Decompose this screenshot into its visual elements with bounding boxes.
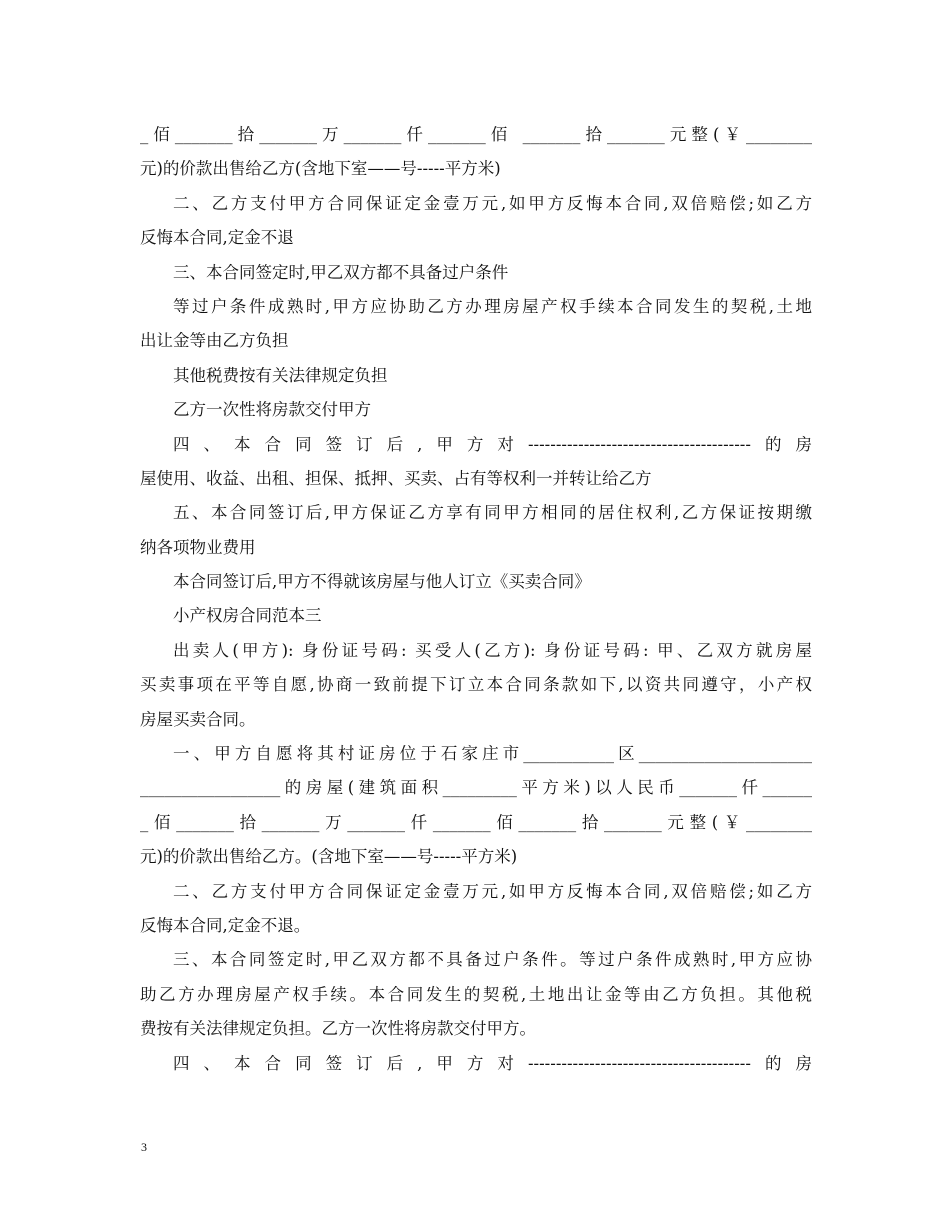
text-line: 元)的价款出售给乙方(含地下室——号-----平方米) [140,159,501,179]
page-number: 3 [141,1140,147,1154]
text-line: 二、乙方支付甲方合同保证定金壹万元,如甲方反悔本合同,双倍赔偿;如乙方 [173,193,812,213]
text-line: _________________的房屋(建筑面积_________平方米)以人民币_______仟______ [140,778,812,798]
text-line: 助乙方办理房屋产权手续。本合同发生的契税,土地出让金等由乙方负担。其他税 [140,984,812,1004]
text-line: 二、乙方支付甲方合同保证定金壹万元,如甲方反悔本合同,双倍赔偿;如乙方 [173,881,812,901]
text-line: 买卖事项在平等自愿,协商一致前提下订立本合同条款如下,以资共同遵守，小产权 [140,675,812,695]
text-line: 费按有关法律规定负担。乙方一次性将房款交付甲方。 [140,1019,536,1039]
text-line: 四、本合同签订后,甲方对----------------------------------------的房 [173,1053,812,1073]
text-line: 其他税费按有关法律规定负担 [173,365,388,385]
text-line: 出卖人(甲方): 身份证号码: 买受人(乙方): 身份证号码: 甲、乙双方就房屋 [173,640,812,660]
text-line: 五、本合同签订后,甲方保证乙方享有同甲方相同的居住权利,乙方保证按期缴 [173,503,812,523]
text-line: _佰_______拾_______万_______仟_______佰_______拾_______元整(￥________ [140,812,812,832]
text-line: 纳各项物业费用 [140,537,256,557]
text-line: 反悔本合同,定金不退 [140,228,294,248]
text-line: 反悔本合同,定金不退。 [140,915,311,935]
text-line: 本合同签订后,甲方不得就该房屋与他人订立《买卖合同》 [173,572,591,592]
document-body [140,118,812,1081]
text-line: 元)的价款出售给乙方。(含地下室——号-----平方米) [140,847,518,867]
text-line: 三、本合同签定时,甲乙双方都不具备过户条件 [173,262,509,282]
text-line: 一、甲方自愿将其村证房位于石家庄市___________区_____________________ [173,744,812,764]
text-line: 等过户条件成熟时,甲方应协助乙方办理房屋产权手续本合同发生的契税,土地 [173,296,812,316]
text-line: _佰_______拾_______万_______仟_______佰 _______拾_______元整(￥________ [140,125,812,144]
text-line: 屋使用、收益、出租、担保、抵押、买卖、占有等权利一并转让给乙方 [140,468,652,488]
section-heading: 小产权房合同范本三 [173,606,322,626]
text-line: 三、本合同签定时,甲乙双方都不具备过户条件。等过户条件成熟时,甲方应协 [173,950,812,970]
text-line: 四、本合同签订后,甲方对----------------------------------------的房 [173,434,812,454]
text-line: 乙方一次性将房款交付甲方 [173,400,371,420]
text-line: 出让金等由乙方负担 [140,331,289,351]
text-line: 房屋买卖合同。 [140,709,256,729]
